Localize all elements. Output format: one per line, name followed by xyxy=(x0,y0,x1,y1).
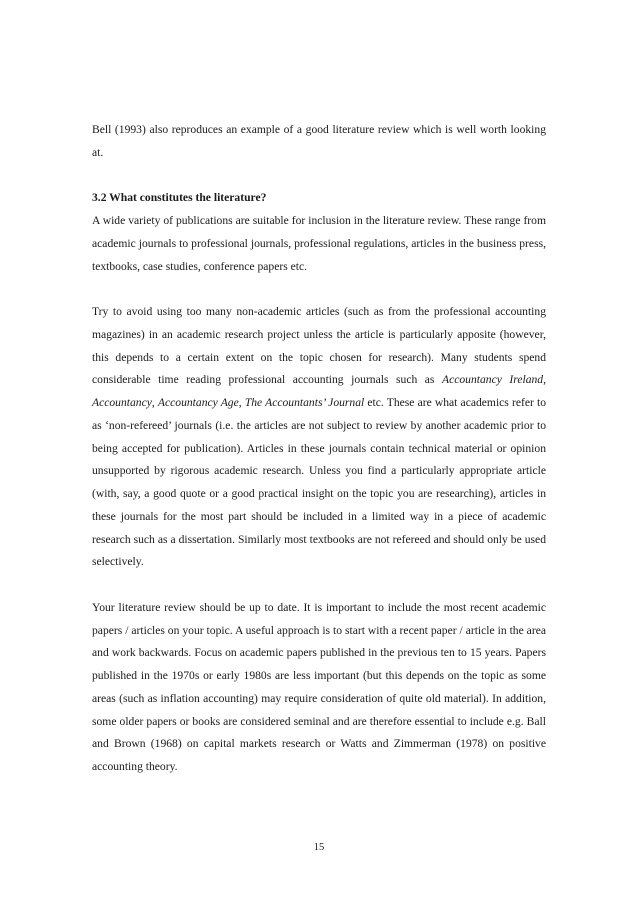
paragraph-up-to-date: Your literature review should be up to date. It is important to include the most recent academic papers / articles on your topic. A useful approach is to start with a recent paper / article in the area and work backwards. Focus on academic papers published in the previous ten to 15 years. Papers published in the 1970s or early 1980s are less important (but this depends on the topic as some areas (such as inflation accounting) may require consideration of quite old material). In addition, some older papers or books are considered seminal and are therefore essential to include e.g. Ball and Brown (1968) on capital markets research or Watts and Zimmerman (1978) on positive accounting theory. xyxy=(92,600,546,773)
paragraph-text: Try to avoid using too many non-academic articles (such as from the professional accounting magazines) in an academic research project unless the article is particularly apposite (however, this depends to a certain extent on the topic chosen for research). Many students spend considerable time reading professional accounting journals such as xyxy=(92,305,546,387)
separator: , xyxy=(238,396,245,409)
separator: , xyxy=(543,373,546,387)
separator: , xyxy=(151,396,158,409)
paragraph-bell-1993: Bell (1993) also reproduces an example of a good literature review which is well worth looking at. xyxy=(92,123,546,159)
paragraph-text: etc. These are what academics refer to as ‘non-refereed’ journals (i.e. the articles are not subject to review by another academic prior to being accepted for publication). Articles in these journals contain technical material or opinion unsupported by rigorous academic research. Unless you find a particularly appropriate article (with, say, a good quote or a good practical insight on the topic you are researching), articles in these journals for the most part should be included in a limited way in a piece of academic research such as a dissertation. Similarly most textbooks are not refereed and should only be used selectively. xyxy=(92,396,547,569)
journal-title: The Accountants’ Journal xyxy=(244,396,365,409)
section-heading: 3.2 What constitutes the literature? xyxy=(92,191,267,205)
page-number: 15 xyxy=(313,842,325,853)
journal-title: Accountancy Age xyxy=(157,396,239,409)
paragraph-non-academic-articles xyxy=(92,301,546,574)
page-body xyxy=(92,119,546,802)
journal-title: Accountancy xyxy=(92,396,152,409)
paragraph-publications: A wide variety of publications are suitable for inclusion in the literature review. These range from academic journals to professional journals, professional regulations, articles in the business press, textbooks, case studies, conference papers etc. xyxy=(92,214,546,273)
journal-title: Accountancy Ireland xyxy=(441,373,544,387)
